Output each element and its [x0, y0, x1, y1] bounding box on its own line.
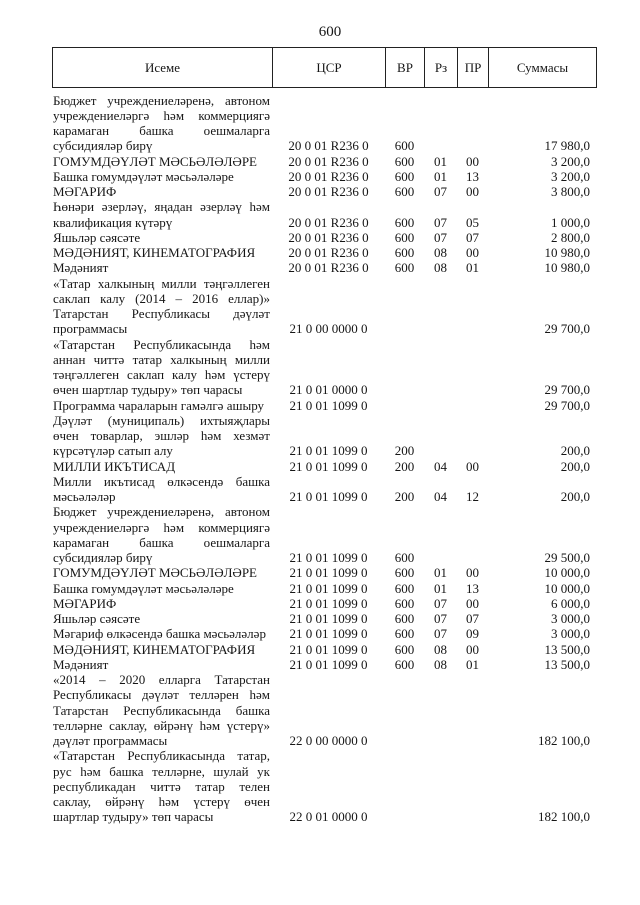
table-header	[52, 47, 597, 88]
row-name-line: «Татар халкының милли тәңгәллеген	[53, 275, 270, 291]
row-pr	[457, 672, 488, 748]
row-sum: 13 500,0	[544, 656, 590, 672]
row-csr: 20 0 01 R236 0	[288, 168, 369, 184]
row-name	[52, 169, 272, 184]
row-pr	[457, 337, 488, 398]
row-pr	[457, 748, 488, 824]
row-sum: 2 800,0	[551, 229, 590, 245]
row-name-line: саклап калу (2014 – 2016 еллар)»	[53, 290, 270, 306]
row-sum: 182 100,0	[538, 733, 590, 748]
row-csr: 21 0 01 1099 0	[289, 626, 368, 642]
row-pr: 12	[466, 489, 479, 504]
row-vr: 600	[394, 245, 415, 260]
row-csr: 22 0 01 0000 0	[289, 809, 368, 825]
row-name-line: МӘДӘНИЯТ, КИНЕМАТОГРАФИЯ	[53, 641, 256, 657]
row-name-line: субсидияләр бирү	[53, 550, 153, 565]
table-row	[52, 154, 596, 169]
row-name-line: Республикасы дәүләт телләрен һәм	[53, 687, 270, 703]
column-header-vr: ВР	[386, 48, 425, 88]
row-pr	[457, 413, 488, 459]
row-name	[52, 260, 272, 275]
row-pr: 05	[466, 214, 479, 230]
row-name	[52, 398, 272, 413]
row-name	[52, 672, 272, 748]
row-pr: 07	[466, 229, 479, 245]
row-name-line: учреждениеләргә һәм коммерциягә	[53, 107, 270, 123]
row-sum: 29 700,0	[544, 382, 590, 398]
table-row	[52, 276, 596, 337]
page-number: 600	[318, 24, 342, 40]
row-name-line: МӘГАРИФ	[53, 184, 117, 199]
row-name	[52, 184, 272, 199]
row-sum: 200,0	[560, 458, 590, 474]
row-sum: 3 200,0	[551, 153, 590, 169]
row-rz	[424, 748, 457, 824]
row-name-line: Яшьләр сәясәте	[53, 611, 141, 626]
row-pr	[457, 93, 488, 154]
row-csr: 20 0 01 R236 0	[288, 184, 369, 199]
row-sum: 6 000,0	[551, 595, 590, 611]
row-vr	[385, 276, 424, 337]
row-name-line: телләрне саклау, өйрәнү һәм үстерү»	[53, 717, 270, 733]
row-csr: 21 0 01 1099 0	[289, 595, 368, 611]
table-row	[52, 504, 596, 565]
row-sum: 3 000,0	[551, 626, 590, 642]
column-header-rz: Рз	[425, 48, 458, 88]
row-name-line: Программа чараларын гамәлгә ашыру	[53, 397, 265, 413]
row-rz	[424, 672, 457, 748]
row-name-line: күрсәтүләр сатып алу	[53, 443, 173, 459]
table-row	[52, 581, 596, 596]
row-pr: 07	[466, 611, 479, 626]
row-rz: 04	[434, 458, 447, 474]
row-csr: 22 0 00 0000 0	[289, 733, 368, 748]
row-sum: 10 000,0	[544, 565, 590, 581]
row-pr: 00	[466, 565, 479, 581]
row-name-line: «Татарстан Республикасында татар,	[53, 748, 270, 764]
row-name-line: аннан читтә татар халкының милли	[53, 351, 270, 367]
table-row	[52, 474, 596, 505]
row-rz: 08	[434, 641, 447, 657]
row-name-line: ГОМУМДӘҮЛӘТ МӘСЬӘЛӘЛӘРЕ	[53, 565, 257, 581]
row-sum: 29 700,0	[544, 397, 590, 413]
row-sum: 200,0	[560, 489, 590, 504]
row-pr	[457, 504, 488, 565]
table-row	[52, 245, 596, 260]
row-csr: 20 0 01 R236 0	[288, 245, 369, 260]
row-pr: 13	[466, 168, 479, 184]
row-sum: 182 100,0	[538, 809, 590, 825]
row-rz: 08	[434, 260, 447, 276]
row-name-line: мәсьәләләр	[53, 489, 116, 504]
row-pr: 00	[466, 595, 479, 611]
column-header-pr: ПР	[458, 48, 489, 88]
row-csr: 21 0 01 1099 0	[289, 443, 368, 459]
row-rz	[424, 276, 457, 337]
row-csr: 20 0 01 R236 0	[288, 229, 369, 245]
row-vr: 600	[394, 229, 415, 245]
header-row	[53, 48, 597, 88]
row-csr: 21 0 01 1099 0	[289, 611, 368, 626]
row-rz: 01	[434, 565, 447, 581]
row-sum: 3 200,0	[551, 168, 590, 184]
row-name	[52, 504, 272, 565]
row-name-line: Милли икътисад өлкәсендә башка	[53, 473, 270, 489]
row-rz: 07	[434, 214, 447, 230]
row-name-line: Һөнәри әзерләү, яңадан әзерләү һәм	[53, 199, 270, 215]
row-csr: 21 0 01 1099 0	[289, 458, 368, 474]
row-vr: 600	[394, 214, 415, 230]
row-sum: 3 000,0	[551, 611, 590, 626]
row-name-line: Башка гомумдәүләт мәсьәләләре	[53, 168, 234, 184]
row-sum: 200,0	[560, 443, 590, 459]
row-csr: 21 0 01 1099 0	[289, 656, 368, 672]
row-name	[52, 565, 272, 580]
row-name-line: Дәүләт (муниципаль) ихтыяҗлары	[53, 412, 270, 428]
row-name-line: «2014 – 2020 елларга Татарстан	[53, 672, 270, 687]
row-vr: 600	[394, 626, 415, 642]
row-vr: 200	[394, 458, 415, 474]
row-vr: 600	[394, 168, 415, 184]
table-row	[52, 398, 596, 413]
row-rz: 04	[434, 489, 447, 504]
column-header-name: Исеме	[53, 48, 273, 88]
row-pr: 01	[466, 656, 479, 672]
row-name-line: карамаган башка оешмаларга	[53, 534, 270, 550]
row-rz	[424, 504, 457, 565]
table-row	[52, 184, 596, 199]
row-vr: 600	[394, 550, 415, 565]
row-name-line: карамаган башка оешмаларга	[53, 123, 270, 138]
row-csr: 21 0 01 1099 0	[289, 641, 368, 657]
row-pr: 00	[466, 153, 479, 169]
row-sum: 29 500,0	[544, 550, 590, 565]
row-vr: 200	[394, 489, 415, 504]
row-name-line: ГОМУМДӘҮЛӘТ МӘСЬӘЛӘЛӘРЕ	[53, 153, 257, 169]
row-vr	[385, 748, 424, 824]
row-sum: 10 980,0	[544, 260, 590, 276]
column-header-csr: ЦСР	[273, 48, 386, 88]
row-csr: 21 0 01 1099 0	[289, 397, 368, 413]
row-vr: 200	[394, 443, 415, 459]
row-name-line: Мәдәният	[53, 656, 109, 672]
row-rz: 07	[434, 184, 447, 199]
table-row	[52, 642, 596, 657]
row-vr: 600	[394, 260, 415, 276]
row-vr: 600	[394, 641, 415, 657]
table-row	[52, 413, 596, 459]
row-rz: 01	[434, 168, 447, 184]
row-name	[52, 596, 272, 611]
table-row	[52, 230, 596, 245]
row-pr: 01	[466, 260, 479, 276]
row-vr: 600	[394, 184, 415, 199]
row-name-line: «Татарстан Республикасында һәм	[53, 336, 270, 352]
row-pr: 00	[466, 245, 479, 260]
row-name	[52, 459, 272, 474]
table-row	[52, 596, 596, 611]
row-name-line: Мәгариф өлкәсендә башка мәсьәләләр	[53, 626, 266, 642]
row-sum: 3 800,0	[551, 184, 590, 199]
row-name-line: Мәдәният	[53, 260, 109, 276]
row-sum: 13 500,0	[544, 641, 590, 657]
table-row	[52, 672, 596, 748]
row-name	[52, 230, 272, 245]
row-csr: 21 0 01 1099 0	[289, 580, 368, 596]
table-body	[52, 93, 596, 825]
table-row	[52, 169, 596, 184]
row-name	[52, 611, 272, 626]
row-vr: 600	[394, 580, 415, 596]
row-vr	[385, 398, 424, 413]
row-vr: 600	[394, 138, 415, 154]
row-name	[52, 413, 272, 459]
column-header-sum: Суммасы	[489, 48, 597, 88]
budget-table	[52, 93, 596, 825]
row-csr: 20 0 01 R236 0	[288, 138, 369, 154]
row-vr: 600	[394, 153, 415, 169]
row-rz: 07	[434, 626, 447, 642]
row-name	[52, 748, 272, 824]
table-row	[52, 565, 596, 580]
table-row	[52, 93, 596, 154]
table-row	[52, 199, 596, 230]
row-name-line: шартлар тудыру» төп чарасы	[53, 809, 214, 825]
row-pr	[457, 398, 488, 413]
row-name-line: программасы	[53, 321, 128, 337]
row-name	[52, 337, 272, 398]
row-name-line: Бюджет учреждениеләренә, автоном	[53, 92, 270, 108]
row-sum: 17 980,0	[544, 138, 590, 154]
row-name-line: МИЛЛИ ИКЪТИСАД	[53, 458, 176, 474]
row-pr: 00	[466, 184, 479, 199]
row-csr: 20 0 01 R236 0	[288, 260, 369, 276]
row-name	[52, 474, 272, 505]
row-rz	[424, 93, 457, 154]
row-name-line: субсидияләр бирү	[53, 138, 153, 154]
row-name-line: рус һәм башка телләрне, шулай ук	[53, 763, 270, 779]
row-name	[52, 154, 272, 169]
row-name-line: МӘГАРИФ	[53, 595, 117, 611]
row-rz: 07	[434, 611, 447, 626]
row-rz: 07	[434, 229, 447, 245]
row-pr: 00	[466, 641, 479, 657]
row-rz: 08	[434, 656, 447, 672]
row-rz: 01	[434, 580, 447, 596]
row-pr: 00	[466, 458, 479, 474]
row-rz	[424, 337, 457, 398]
row-csr: 21 0 00 0000 0	[289, 321, 368, 337]
row-name-line: республикадан читтә татар телен	[53, 778, 270, 794]
row-name	[52, 93, 272, 154]
row-pr	[457, 276, 488, 337]
row-csr: 21 0 01 1099 0	[289, 489, 368, 504]
row-csr: 21 0 01 1099 0	[289, 550, 368, 565]
table-row	[52, 260, 596, 275]
row-name-line: өчен шартлар тудыру» төп чарасы	[53, 382, 243, 398]
row-rz: 07	[434, 595, 447, 611]
row-name	[52, 642, 272, 657]
row-name-line: учреждениеләргә һәм коммерциягә	[53, 519, 270, 535]
row-sum: 29 700,0	[544, 321, 590, 337]
table-row	[52, 748, 596, 824]
row-pr: 13	[466, 580, 479, 596]
row-csr: 21 0 01 1099 0	[289, 565, 368, 581]
row-name-line: тәңгәллеген саклап калу һәм үстерү	[53, 367, 270, 382]
row-csr: 21 0 01 0000 0	[289, 382, 368, 398]
table-row	[52, 657, 596, 672]
row-csr: 20 0 01 R236 0	[288, 214, 369, 230]
row-pr: 09	[466, 626, 479, 642]
row-name-line: дәүләт программасы	[53, 733, 168, 748]
row-vr: 600	[394, 611, 415, 626]
row-rz: 01	[434, 153, 447, 169]
row-name	[52, 626, 272, 641]
table-row	[52, 459, 596, 474]
row-name-line: Татарстан Республикасында башка	[53, 702, 270, 718]
row-name-line: Татарстан Республикасы дәүләт	[53, 306, 270, 321]
row-vr: 600	[394, 595, 415, 611]
table-row	[52, 626, 596, 641]
row-sum: 10 980,0	[544, 245, 590, 260]
row-name-line: Бюджет учреждениеләренә, автоном	[53, 504, 270, 520]
row-name-line: МӘДӘНИЯТ, КИНЕМАТОГРАФИЯ	[53, 245, 256, 260]
row-name	[52, 199, 272, 230]
table-row	[52, 337, 596, 398]
row-name-line: Яшьләр сәясәте	[53, 229, 141, 245]
row-sum: 10 000,0	[544, 580, 590, 596]
row-vr: 600	[394, 656, 415, 672]
row-rz: 08	[434, 245, 447, 260]
row-rz	[424, 398, 457, 413]
row-vr	[385, 337, 424, 398]
row-sum: 1 000,0	[551, 214, 590, 230]
row-name-line: саклау, өйрәнү һәм үстерү өчен	[53, 794, 270, 809]
row-vr: 600	[394, 565, 415, 581]
row-name	[52, 657, 272, 672]
row-csr: 20 0 01 R236 0	[288, 153, 369, 169]
row-name	[52, 581, 272, 596]
row-rz	[424, 413, 457, 459]
row-name-line: квалификация күтәрү	[53, 214, 173, 230]
table-row	[52, 611, 596, 626]
row-name	[52, 245, 272, 260]
row-name-line: өчен товарлар, эшләр һәм хезмәт	[53, 428, 270, 443]
row-name	[52, 276, 272, 337]
row-vr	[385, 672, 424, 748]
row-name-line: Башка гомумдәүләт мәсьәләләре	[53, 580, 234, 596]
